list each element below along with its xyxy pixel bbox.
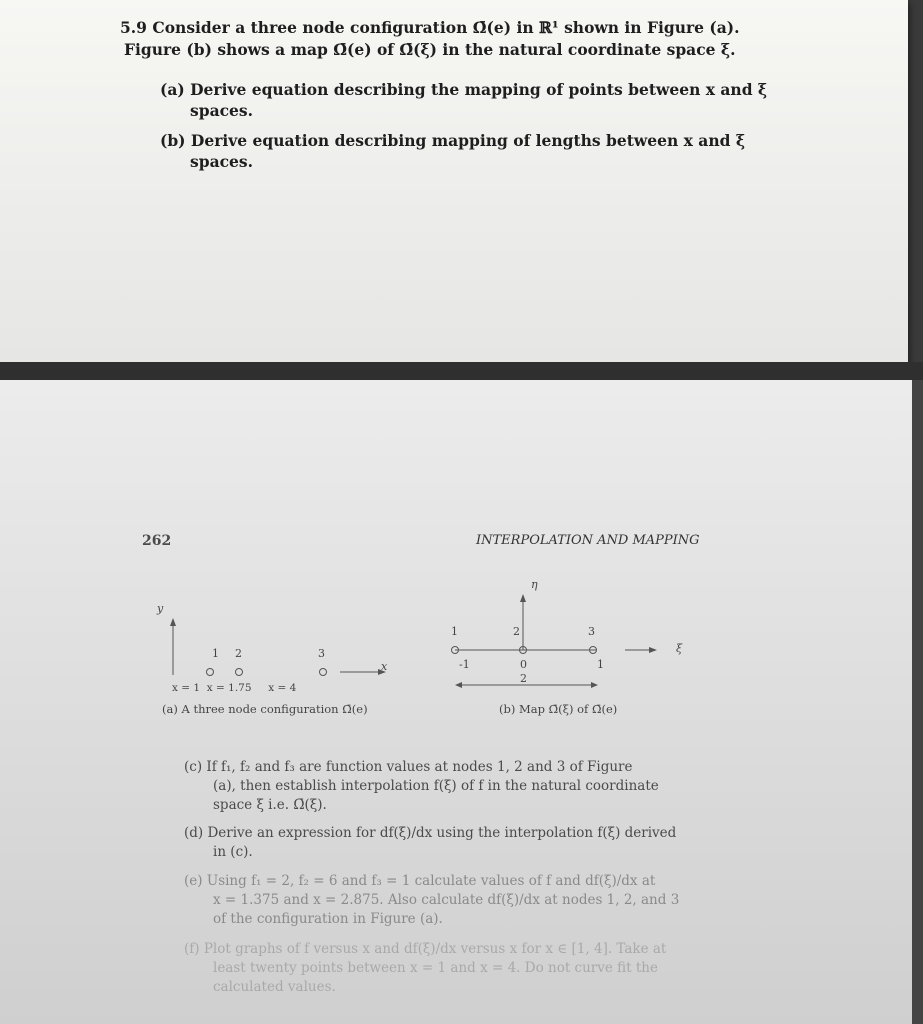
part-b-line-2: spaces. <box>190 152 254 171</box>
part-f-line-3: calculated values. <box>213 979 336 995</box>
fig-b-value-right: 1 <box>597 658 604 671</box>
fig-b-caption: (b) Map Ω̄(ξ) of Ω̄(e) <box>499 702 618 716</box>
fig-a-caption: (a) A three node configuration Ω̄(e) <box>162 702 368 716</box>
fig-a-x-label: x <box>381 660 388 673</box>
problem-line-1: 5.9 Consider a three node configuration Ω̄(e) in ℝ¹ shown in Figure (a). <box>120 18 740 37</box>
fig-b-eta-arrow-icon <box>520 594 526 602</box>
fig-b-node-1-label: 1 <box>451 625 458 638</box>
fig-b-dim-right-arrow-icon <box>591 682 598 688</box>
fig-a-y-label: y <box>157 602 164 615</box>
problem-number: 5.9 <box>120 18 147 37</box>
fig-a-node-2-label: 2 <box>235 647 242 660</box>
fig-b-xi-label: ξ <box>676 642 683 655</box>
fig-b-dim-left-arrow-icon <box>455 682 462 688</box>
fig-a-node-1-label: 1 <box>212 647 219 660</box>
problem-sheet <box>0 0 908 362</box>
fig-a-node-2 <box>236 669 243 676</box>
fig-b-value-left: -1 <box>459 658 470 671</box>
part-b-line-1: (b) Derive equation describing mapping of lengths between x and ξ <box>160 131 746 150</box>
fig-a-y-arrow-icon <box>170 618 176 626</box>
figure-b <box>452 594 658 688</box>
fig-b-xi-arrow-icon <box>649 647 657 653</box>
photo-edge <box>912 380 923 1024</box>
part-c-line-1: (c) If f₁, f₂ and f₃ are function values at nodes 1, 2 and 3 of Figure <box>184 759 633 775</box>
fig-b-value-mid: 0 <box>520 658 527 671</box>
part-d-line-2: in (c). <box>213 844 253 860</box>
part-d-line-1: (d) Derive an expression for df(ξ)/dx using the interpolation f(ξ) derived <box>184 825 677 841</box>
part-c-line-3: space ξ i.e. Ω̄(ξ). <box>213 797 327 813</box>
fig-b-eta-label: η <box>531 578 538 591</box>
running-head: INTERPOLATION AND MAPPING <box>476 533 700 548</box>
part-e-line-2: x = 1.375 and x = 2.875. Also calculate df(ξ)/dx at nodes 1, 2, and 3 <box>213 892 680 908</box>
problem-line-2: Figure (b) shows a map Ω̄(e) of Ω̄(ξ) in the natural coordinate space ξ. <box>124 40 736 59</box>
part-a-line-1: (a) Derive equation describing the mapping of points between x and ξ <box>160 80 768 99</box>
part-a-line-2: spaces. <box>190 101 254 120</box>
figures-svg <box>0 380 916 1024</box>
book-page <box>0 380 916 1024</box>
fig-b-length-label: 2 <box>520 672 527 685</box>
figure-a <box>170 618 386 676</box>
part-f-line-2: least twenty points between x = 1 and x = 4. Do not curve fit the <box>213 960 658 976</box>
part-c-line-2: (a), then establish interpolation f(ξ) of f in the natural coordinate <box>213 778 659 794</box>
fig-a-node-1 <box>207 669 214 676</box>
fig-a-node-3 <box>320 669 327 676</box>
fig-b-node-3-label: 3 <box>588 625 595 638</box>
fig-a-coordinates: x = 1 x = 1.75 x = 4 <box>172 682 297 694</box>
photo-gap <box>0 362 923 380</box>
part-e-line-1: (e) Using f₁ = 2, f₂ = 6 and f₃ = 1 calculate values of f and df(ξ)/dx at <box>184 873 656 889</box>
part-e-line-3: of the configuration in Figure (a). <box>213 911 443 927</box>
part-f-line-1: (f) Plot graphs of f versus x and df(ξ)/dx versus x for x ∈ [1, 4]. Take at <box>184 941 667 957</box>
fig-b-node-2-label: 2 <box>513 625 520 638</box>
fig-a-node-3-label: 3 <box>318 647 325 660</box>
page-number: 262 <box>142 533 172 549</box>
